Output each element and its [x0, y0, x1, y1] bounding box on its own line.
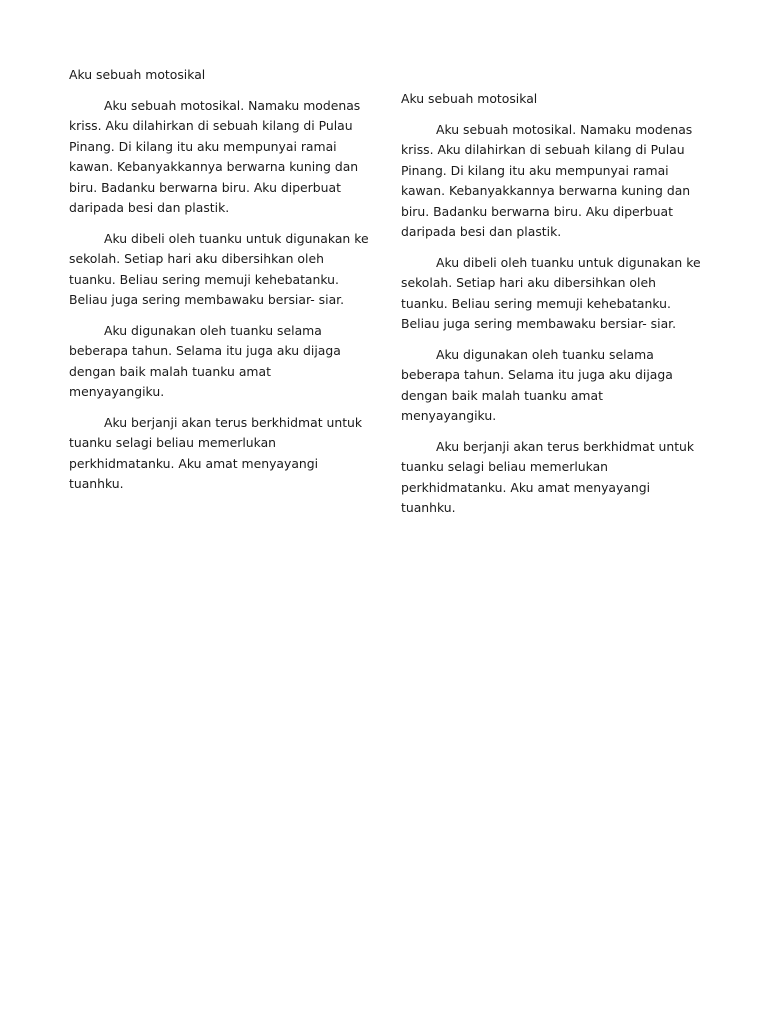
paragraph: Aku digunakan oleh tuanku selama beberapa tahun. Selama itu juga aku dijaga dengan baik malah tuanku amat menyayangiku.	[69, 322, 341, 399]
paragraph: Aku dibeli oleh tuanku untuk digunakan ke sekolah. Setiap hari aku dibersihkan oleh tuanku. Beliau sering memuji kehebatanku. Beliau juga sering membawaku bersiar- siar.	[401, 254, 701, 331]
document-title: Aku sebuah motosikal	[401, 91, 538, 106]
paragraph: Aku dibeli oleh tuanku untuk digunakan ke sekolah. Setiap hari aku dibersihkan oleh tuanku. Beliau sering memuji kehebatanku. Beliau juga sering membawaku bersiar- siar.	[69, 230, 369, 307]
paragraph: Aku digunakan oleh tuanku selama beberapa tahun. Selama itu juga aku dijaga dengan baik malah tuanku amat menyayangiku.	[401, 346, 673, 423]
document-title: Aku sebuah motosikal	[69, 67, 206, 82]
document-column-right	[401, 89, 701, 529]
paragraph: Aku berjanji akan terus berkhidmat untuk tuanku selagi beliau memerlukan perkhidmatanku. Aku amat menyayangi tuanhku.	[401, 438, 695, 515]
paragraph: Aku sebuah motosikal. Namaku modenas kriss. Aku dilahirkan di sebuah kilang di Pulau Pinang. Di kilang itu aku mempunyai ramai kawan. Kebanyakkannya berwarna kuning dan biru. Badanku berwarna biru. Aku diperbuat daripada besi dan plastik.	[401, 121, 693, 239]
paragraph: Aku berjanji akan terus berkhidmat untuk tuanku selagi beliau memerlukan perkhidmatanku. Aku amat menyayangi tuanhku.	[69, 414, 363, 491]
paragraph: Aku sebuah motosikal. Namaku modenas kriss. Aku dilahirkan di sebuah kilang di Pulau Pinang. Di kilang itu aku mempunyai ramai kawan. Kebanyakkannya berwarna kuning dan biru. Badanku berwarna biru. Aku diperbuat daripada besi dan plastik.	[69, 97, 361, 215]
document-column-left	[69, 65, 369, 505]
